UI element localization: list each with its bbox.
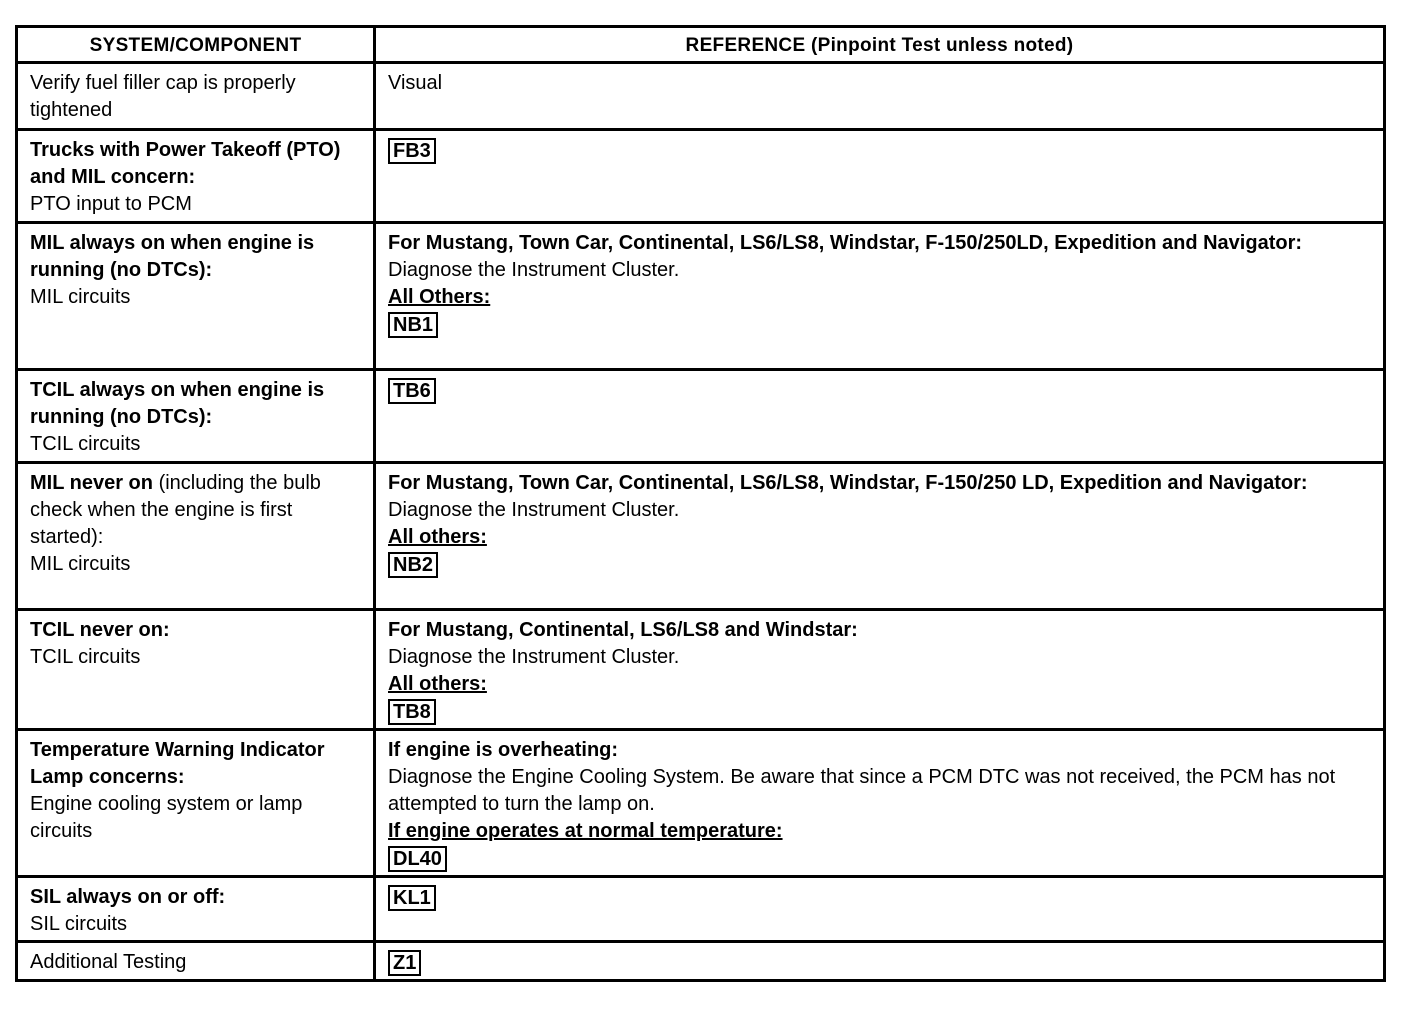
component-detail: MIL circuits [30,286,131,308]
reference-cell [375,942,1385,981]
reference-instruction: Diagnose the Engine Cooling System. Be aware that since a PCM DTC was not received, the PCM has not attempted to turn the lamp on. [388,766,1336,815]
component-title: Trucks with Power Takeoff (PTO) and MIL concern: [30,139,341,188]
system-component-cell [17,130,375,223]
reference-instruction: Diagnose the Instrument Cluster. [388,259,680,281]
system-component-cell [17,942,375,981]
reference-cell [375,63,1385,130]
system-component-cell [17,877,375,942]
reference-condition: For Mustang, Town Car, Continental, LS6/LS8, Windstar, F-150/250LD, Expedition and Navigator: [388,232,1303,254]
reference-cell [375,610,1385,730]
system-component-cell [17,730,375,877]
pinpoint-test-code[interactable]: NB2 [388,552,438,578]
component-detail: Verify fuel filler cap is properly tightened [30,72,296,121]
header-row [17,27,1385,63]
reference-instruction: Visual [388,72,443,94]
component-detail: TCIL circuits [30,433,141,455]
system-component-cell [17,610,375,730]
system-component-cell [17,463,375,610]
reference-cell [375,877,1385,942]
table-row [17,223,1385,370]
header-reference: REFERENCE (Pinpoint Test unless noted) [375,27,1385,63]
reference-condition: If engine is overheating: [388,739,619,761]
component-detail: Engine cooling system or lamp circuits [30,793,303,842]
component-title: SIL always on or off: [30,886,226,908]
reference-alternate: All others: [388,526,487,548]
reference-alternate: All others: [388,673,487,695]
table-row [17,610,1385,730]
reference-instruction: Diagnose the Instrument Cluster. [388,499,680,521]
component-title: TCIL always on when engine is running (no DTCs): [30,379,325,428]
system-component-cell [17,370,375,463]
table-row [17,370,1385,463]
reference-cell [375,370,1385,463]
pinpoint-test-code[interactable]: TB6 [388,378,436,404]
pinpoint-test-code[interactable]: FB3 [388,138,436,164]
reference-cell [375,730,1385,877]
reference-condition: For Mustang, Town Car, Continental, LS6/LS8, Windstar, F-150/250 LD, Expedition and Navigator: [388,472,1308,494]
pinpoint-test-code[interactable]: TB8 [388,699,436,725]
system-component-cell [17,223,375,370]
component-detail: PTO input to PCM [30,193,192,215]
table-row [17,130,1385,223]
reference-instruction: Diagnose the Instrument Cluster. [388,646,680,668]
system-component-cell [17,63,375,130]
pinpoint-test-code[interactable]: Z1 [388,950,421,976]
table-row [17,942,1385,981]
pinpoint-test-code[interactable]: NB1 [388,312,438,338]
component-detail: SIL circuits [30,913,128,935]
component-title: MIL always on when engine is running (no DTCs): [30,232,315,281]
component-title: TCIL never on: [30,619,170,641]
reference-cell [375,223,1385,370]
table-row [17,877,1385,942]
header-system-component: SYSTEM/COMPONENT [17,27,375,63]
component-detail: Additional Testing [30,951,187,973]
reference-table [15,25,1386,982]
component-title: Temperature Warning Indicator Lamp concerns: [30,739,325,788]
component-detail: MIL circuits [30,553,131,575]
reference-cell [375,463,1385,610]
table-row [17,63,1385,130]
reference-cell [375,130,1385,223]
reference-condition: For Mustang, Continental, LS6/LS8 and Windstar: [388,619,858,641]
pinpoint-test-code[interactable]: DL40 [388,846,447,872]
table-row [17,730,1385,877]
pinpoint-test-code[interactable]: KL1 [388,885,436,911]
reference-alternate: If engine operates at normal temperature: [388,820,783,842]
reference-alternate: All Others: [388,286,491,308]
component-title: MIL never on [30,472,153,494]
component-detail: TCIL circuits [30,646,141,668]
component-detail: (including the bulb check when the engine is first started): [30,472,321,548]
table-row [17,463,1385,610]
